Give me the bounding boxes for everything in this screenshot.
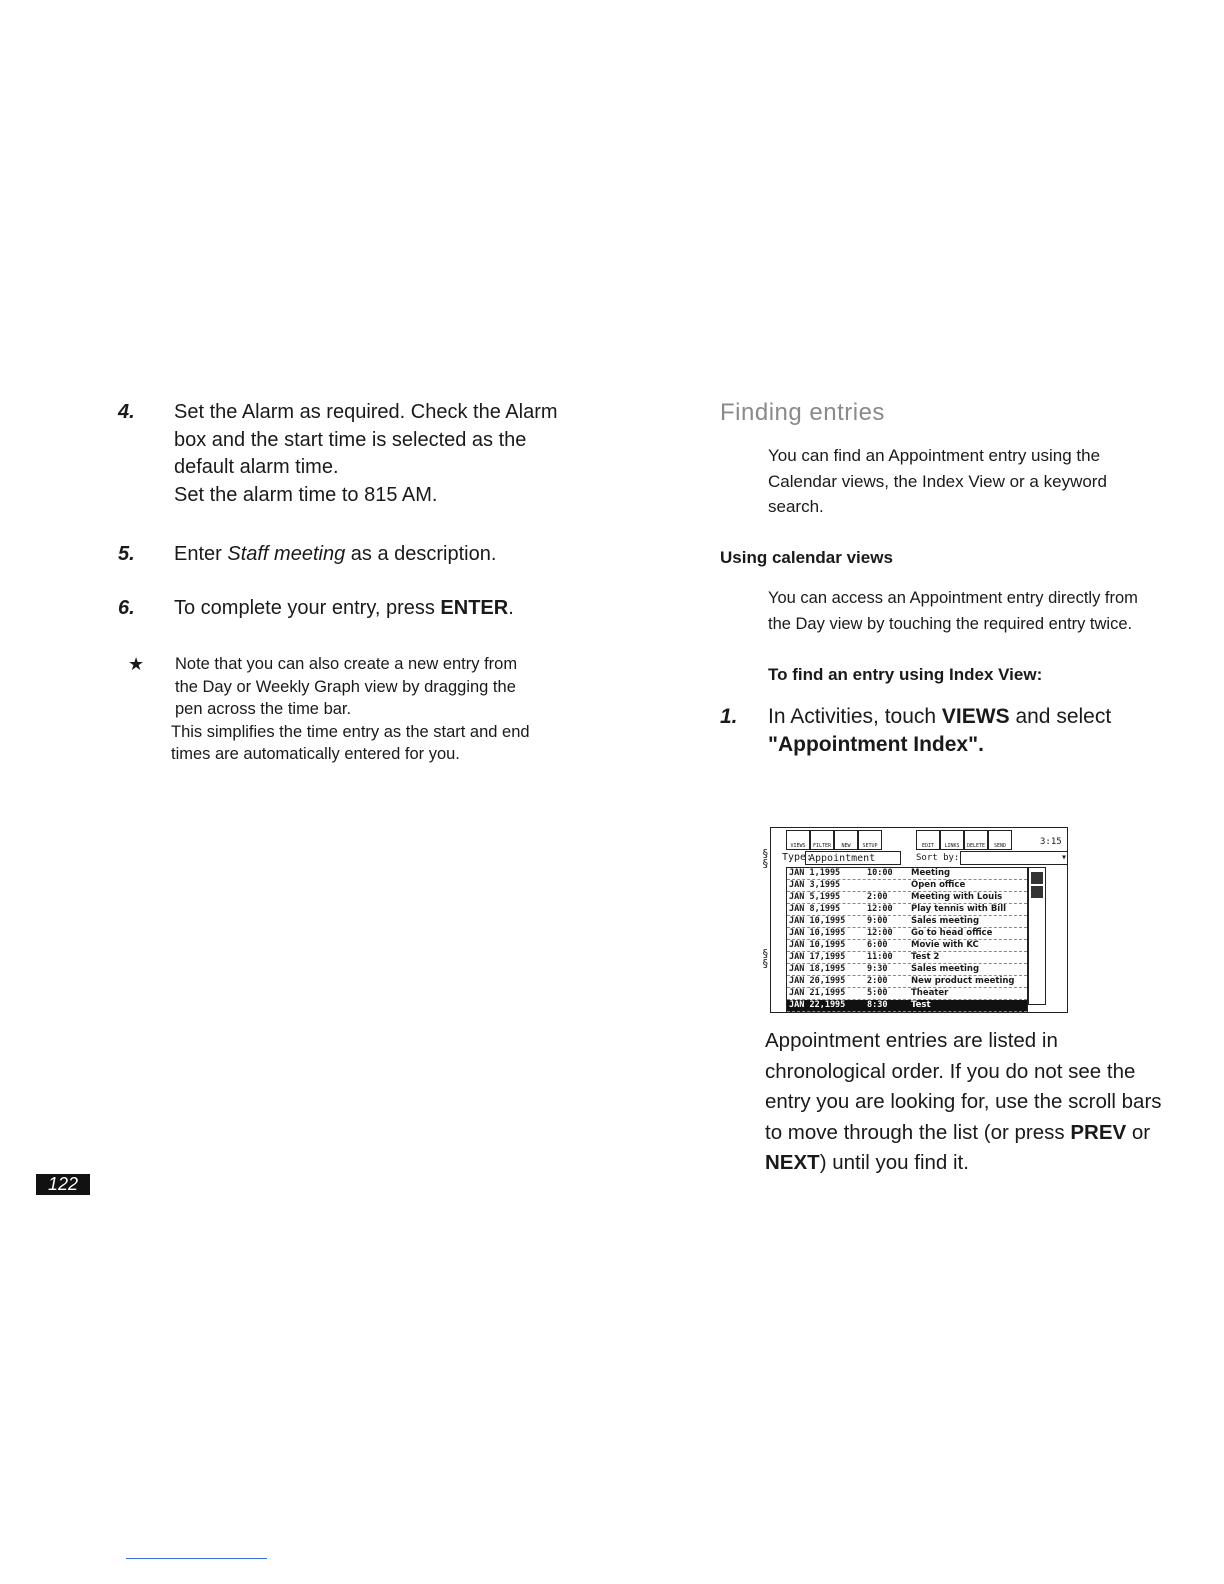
text-line: You can find an Appointment entry using the: [768, 446, 1101, 465]
list-item: [787, 1000, 1027, 1012]
note-text: [171, 653, 615, 766]
toolbar-label: DELETE: [966, 843, 986, 849]
appointment-list: [786, 867, 1028, 1013]
step-number: 1.: [720, 705, 738, 728]
task-heading: To find an entry using Index View:: [768, 665, 1043, 684]
text-line: Set the Alarm as required. Check the Alarm: [174, 401, 558, 423]
entry-description: Play tennis with Bill: [911, 904, 1007, 914]
toolbar-label: FILTER: [812, 843, 832, 849]
delete-icon: [964, 830, 988, 850]
text-line: Set the alarm time to 815 AM.: [174, 483, 438, 506]
binder-rings-icon: § §: [762, 947, 769, 970]
list-item: [787, 964, 1027, 976]
text-line: box and the start time is selected as the: [174, 428, 527, 451]
toolbar-label: EDIT: [921, 843, 935, 849]
entry-time: 5:00: [867, 988, 888, 998]
links-icon: [940, 830, 964, 850]
toolbar-label: SEND: [993, 843, 1007, 849]
footer-rule: [126, 1558, 267, 1559]
entry-description: Meeting with Louis: [911, 892, 1003, 902]
list-item: [787, 892, 1027, 904]
scroll-up-icon: [1031, 872, 1043, 884]
entry-time: 8:30: [867, 1000, 888, 1010]
entry-date: JAN 10,1995: [789, 928, 846, 938]
entry-description: Sales meeting: [911, 916, 980, 926]
entry-description: New product meeting: [911, 976, 1015, 986]
text-run: and select: [1009, 705, 1112, 728]
list-item: [787, 916, 1027, 928]
entry-date: JAN 1,1995: [789, 868, 841, 878]
entry-time: 12:00: [867, 928, 893, 938]
step-number: 6.: [118, 597, 135, 619]
page-number: 122: [36, 1174, 90, 1195]
text-line: Calendar views, the Index View or a keyword: [768, 471, 1107, 491]
step-text: [768, 703, 1190, 759]
tip-note: [128, 653, 608, 773]
entry-time: 6:00: [867, 940, 888, 950]
sort-label: Sort by:: [916, 853, 960, 863]
list-item: [787, 952, 1027, 964]
entry-description: Theater: [911, 988, 949, 998]
step-text: [174, 541, 644, 569]
entry-time: 2:00: [867, 892, 888, 902]
toolbar-label: LINKS: [944, 843, 960, 849]
entry-description: Sales meeting: [911, 964, 980, 974]
sort-select: ▾: [960, 851, 1068, 865]
entry-date: JAN 10,1995: [789, 940, 846, 950]
text-line: chronological order. If you do not see the: [765, 1059, 1136, 1083]
text-line: the Day or Weekly Graph view by dragging the: [175, 677, 516, 696]
entry-time: 10:00: [867, 868, 893, 878]
entry-time: 2:00: [867, 976, 888, 986]
entry-description: Go to head office: [911, 928, 993, 938]
filter-icon: [810, 830, 834, 850]
list-item: [787, 928, 1027, 940]
scroll-down-icon: [1031, 886, 1043, 898]
entry-date: JAN 22,1995: [789, 1000, 846, 1010]
text-run: ) until you find it.: [819, 1151, 969, 1174]
list-item: [787, 940, 1027, 952]
list-item: [787, 880, 1027, 892]
emphasis-text: Staff meeting: [227, 543, 346, 565]
step-text: [174, 595, 644, 623]
view-name: "Appointment Index".: [768, 733, 984, 756]
text-line: Appointment entries are listed in: [765, 1029, 1058, 1052]
list-item: [787, 904, 1027, 916]
list-item: [787, 988, 1027, 1000]
type-select: Appointment: [805, 851, 901, 865]
entry-description: Test 2: [911, 952, 940, 962]
key-name: PREV: [1070, 1120, 1127, 1144]
clock-readout: 3:15: [1040, 837, 1062, 847]
entry-date: JAN 20,1995: [789, 976, 846, 986]
entry-date: JAN 18,1995: [789, 964, 846, 974]
entry-date: JAN 3,1995: [789, 880, 841, 890]
text-line: the Day view by touching the required entry twice.: [768, 614, 1133, 633]
entry-time: 9:00: [867, 916, 888, 926]
type-label: Type:: [782, 852, 813, 863]
text-line: default alarm time.: [174, 456, 339, 478]
step-text: [174, 399, 644, 509]
calendar-paragraph: [768, 586, 1218, 637]
entry-description: Test: [911, 1000, 931, 1010]
scrollbar: [1028, 867, 1046, 1005]
key-name: ENTER: [440, 597, 509, 619]
edit-icon: [916, 830, 940, 850]
toolbar-label: SETUP: [862, 843, 878, 849]
entry-date: JAN 17,1995: [789, 952, 846, 962]
subheading: Using calendar views: [720, 548, 893, 567]
entry-description: Open office: [911, 880, 966, 890]
entry-description: Meeting: [911, 868, 951, 878]
text-line: Note that you can also create a new entry from: [175, 655, 518, 673]
entry-date: JAN 10,1995: [789, 916, 846, 926]
index-step-1: [720, 703, 1190, 759]
text-run: to move through the list (or press: [765, 1120, 1071, 1144]
entry-description: Movie with KC: [911, 940, 979, 950]
toolbar-label: VIEWS: [790, 843, 806, 849]
send-icon: [988, 830, 1012, 850]
text-run: To complete your entry, press: [174, 597, 441, 619]
text-line: This simplifies the time entry as the start and end: [171, 722, 530, 741]
button-name: VIEWS: [941, 705, 1010, 728]
entry-time: 9:30: [867, 964, 888, 974]
entry-date: JAN 5,1995: [789, 892, 841, 902]
section-title: Finding entries: [720, 399, 885, 426]
result-paragraph: [765, 1026, 1205, 1179]
text-line: entry you are looking for, use the scroll bars: [765, 1090, 1162, 1113]
list-item: [787, 976, 1027, 988]
text-run: as a description.: [345, 543, 497, 565]
step-5: [118, 541, 638, 571]
step-number: 4.: [118, 401, 135, 423]
binder-rings-icon: § §: [762, 847, 769, 870]
text-run: In Activities, touch: [768, 705, 942, 728]
text-run: Enter: [174, 543, 228, 565]
entry-date: JAN 21,1995: [789, 988, 846, 998]
text-line: times are automatically entered for you.: [171, 745, 460, 763]
text-run: or: [1126, 1120, 1151, 1144]
text-line: [765, 1148, 1205, 1179]
text-line: You can access an Appointment entry directly from: [768, 589, 1138, 607]
text-line: pen across the time bar.: [175, 700, 352, 718]
views-icon: [786, 830, 810, 850]
intro-paragraph: [768, 443, 1198, 520]
text-line: search.: [768, 497, 824, 516]
text-run: .: [508, 597, 514, 619]
new-icon: [834, 830, 858, 850]
step-number: 5.: [118, 543, 135, 565]
text-line: [765, 1118, 1205, 1149]
entry-time: 11:00: [867, 952, 893, 962]
appointment-index-screenshot: [760, 827, 1070, 1013]
toolbar-label: NEW: [841, 843, 851, 849]
step-4: [118, 399, 638, 519]
star-icon: ★: [128, 654, 145, 674]
list-item: [787, 868, 1027, 880]
entry-date: JAN 8,1995: [789, 904, 841, 914]
key-name: NEXT: [765, 1151, 820, 1174]
step-6: [118, 595, 638, 625]
setup-icon: [858, 830, 882, 850]
entry-time: 12:00: [867, 904, 893, 914]
